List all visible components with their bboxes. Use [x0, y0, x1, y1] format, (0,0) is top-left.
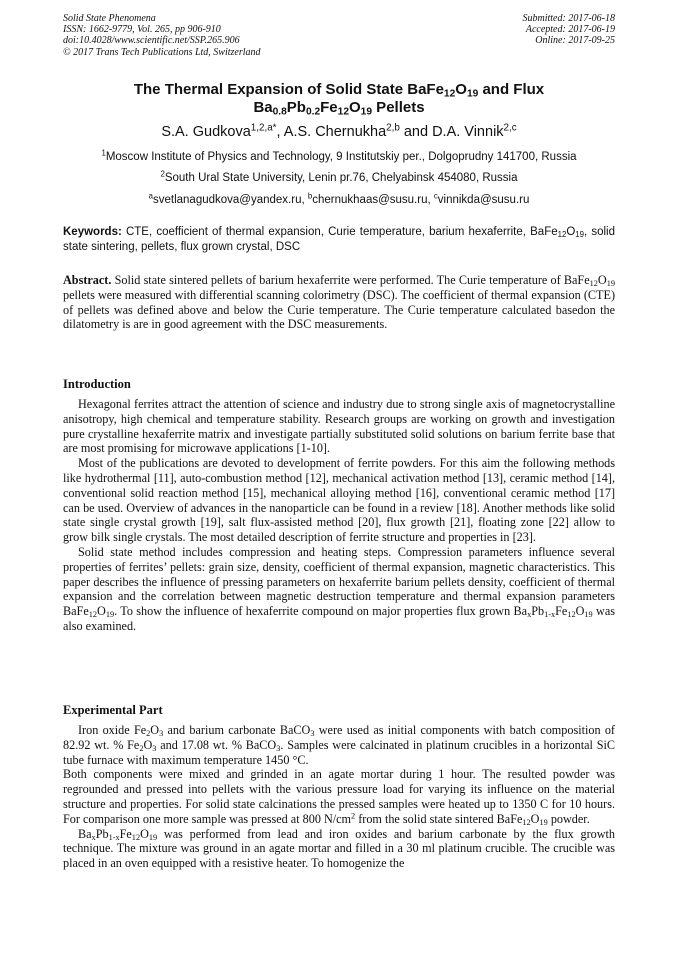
copyright-line: © 2017 Trans Tech Publications Ltd, Switzerland — [63, 46, 261, 58]
introduction-heading: Introduction — [63, 377, 131, 391]
keywords: Keywords: CTE, coefficient of thermal expansion, Curie temperature, barium hexaferrite, $BaFe_{12}O_{19}$, solid state sintering, pellets, flux grown crystal, DSC — [63, 226, 615, 253]
author-list: S.A. Gudkova$^{1,2,a*}$, A.S. Chernukha$^{2,b}$ and D.A. Vinnik$^{2,c}$ — [161, 122, 517, 140]
abstract-text: Abstract. Solid state sintered pellets of barium hexaferrite were performed. The Curie temperature of $BaFe_{12}O_{19}$ pellets were measured with differential scanning colorimetry (DSC). The coefficient of thermal expansion (CTE) of pellets was defined above and below the Curie temperature. The Curie temperature calculated basedon the dilatometry is are in good agreement with the DSC measurements. — [63, 273, 615, 332]
paragraph: Iron oxide $Fe_2O_3$ and barium carbonate BaCO$_3$ were used as initial components with batch composition of 82.92 wt. % $Fe_2O_3$ and 17.08 wt. % BaCO$_3$. Samples were calcinated in platinum crucibles in a horizontal SiC tube furnace with maximum temperature 1450 °C. — [63, 723, 616, 767]
submitted-date: Submitted: 2017-06-18 — [522, 13, 615, 24]
publication-info — [63, 13, 261, 58]
email-link[interactable]: svetlanagudkova@yandex.ru, — [152, 194, 308, 206]
introduction-section — [63, 397, 615, 634]
doi-link[interactable]: doi:10.4028/www.scientific.net/SSP.265.906 — [63, 35, 240, 47]
paragraph: $Ba_xPb_{1-x}Fe_{12}O_{19}$ was performed from lead and iron oxides and barium carbonate by the flux growth technique. The mixture was ground in an agate mortar and filled in a 30 ml platinum crucible. The crucible was placed in an oven equipped with a resistive heater. To homogenize the — [63, 826, 615, 871]
email-link[interactable]: chernukhaas@susu.ru, — [312, 194, 434, 206]
email-link[interactable]: vinnikda@susu.ru — [437, 194, 530, 206]
paragraph: Hexagonal ferrites attract the attention of science and industry due to strong single axis of magnetocrystalline anisotropy, high chemical and temperature stability. Research groups are working on growth and investigation pure crystalline hexaferrite matrix and investigate partially substituted solid solutions on barium ferrite base that are most promising for microwave applications [1-10]. — [63, 397, 615, 456]
title-line-2: $Ba_{0.8}Pb_{0.2}Fe_{12}O_{19}$ Pellets — [253, 99, 425, 118]
author-emails: $^a$svetlanagudkova@yandex.ru, $^b$chernukhaas@susu.ru, $^c$vinnikda@susu.ru — [148, 191, 530, 206]
issn-line: ISSN: 1662-9779, Vol. 265, pp 906-910 — [63, 24, 221, 36]
online-date: Online: 2017-09-25 — [535, 35, 615, 47]
affiliation-2: $^2$South Ural State University, Lenin pr.76, Chelyabinsk 454080, Russia — [160, 169, 518, 184]
experimental-heading: Experimental Part — [63, 703, 163, 717]
publication-dates — [523, 13, 616, 47]
paragraph: Both components were mixed and grinded in an agate mortar during 1 hour. The resulted powder was regrounded and pressed into pellets with the various pressure load for varying its influence on the material structure and properties. For solid state calcinations the pressed samples were heated up to 1350 C for 10 hours. For comparison one more sample was pressed at 800 $N/cm^2$ from the solid state sintered $BaFe_{12}O_{19}$ powder. — [63, 767, 615, 827]
journal-name: Solid State Phenomena — [63, 13, 156, 24]
experimental-section — [63, 723, 615, 871]
abstract — [63, 273, 615, 332]
paragraph: Most of the publications are devoted to development of ferrite powders. For this aim the following methods like hydrothermal [11], auto-combustion method [12], mechanical activation method [13], ceramic method [14], conventional solid reaction method [15], mechanical alloying method [16], conventional ceramic method [17] can be used. Overview of advances in the nanoparticle can be found in a review [18]. Another methods like solid state single crystal growth [19], salt flux-assisted method [20], flux growth [21], floating zone [22] allow to grow bilk single crystals. The most detailed description of ferrite structure and properties in [23]. — [63, 456, 615, 545]
abstract-label: Abstract. — [63, 273, 112, 287]
title-line-1: The Thermal Expansion of Solid State $BaFe_{12}O_{19}$ and Flux — [133, 81, 545, 100]
accepted-date: Accepted: 2017-06-19 — [525, 24, 615, 36]
affiliation-1: $^1$Moscow Institute of Physics and Technology, 9 Institutskiy per., Dolgoprudny 141700, Russia — [101, 148, 577, 163]
paragraph: Solid state method includes compression and heating steps. Compression parameters influence several properties of ferrites’ pellets: grain size, density, coefficient of thermal expansion, magnetic characteristics. This paper describes the influence of pressing parameters on hexaferrite barium pellets density, coefficient of thermal expansion and the correlation between magnetic destruction temperature and thermal expansion parameters $BaFe_{12}O_{19}$. To show the influence of hexaferrite compound on major properties flux grown $Ba_xPb_{1-x}Fe_{12}O_{19}$ was also examined. — [63, 544, 615, 633]
keywords-label: Keywords: — [63, 226, 122, 238]
paper-title — [63, 81, 615, 117]
